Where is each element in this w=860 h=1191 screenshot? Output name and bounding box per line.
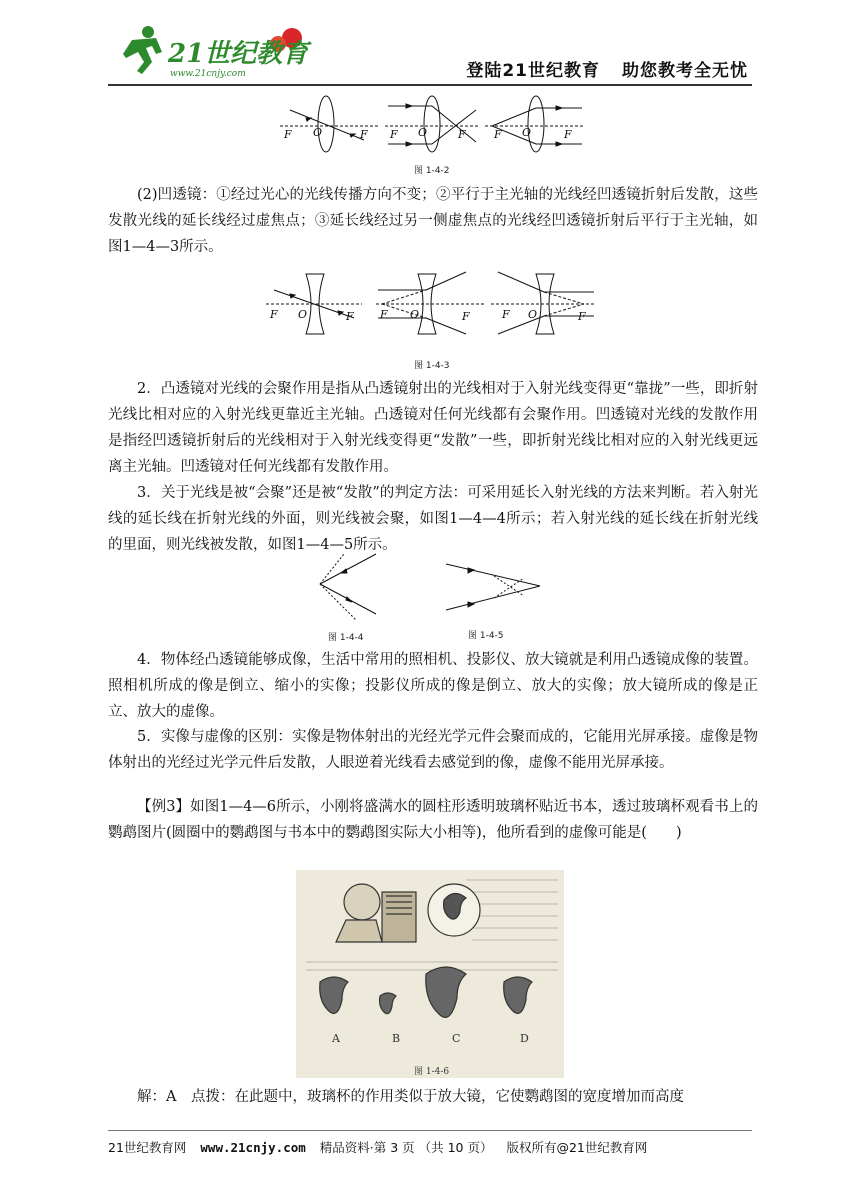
footer-site: 21世纪教育网 xyxy=(108,1140,187,1155)
focus-label: F xyxy=(360,128,368,141)
figure-1-4-5 xyxy=(444,558,544,622)
figure-1-4-6-photo xyxy=(296,870,564,1078)
figure-1-4-2 xyxy=(280,92,590,158)
parrot-option-d xyxy=(504,977,532,1014)
focus-label: F xyxy=(270,308,278,321)
center-label: O xyxy=(418,126,428,139)
parrot-option-b xyxy=(380,993,396,1014)
figure-caption: 图 1-4-5 xyxy=(468,631,504,641)
option-label-c: C xyxy=(452,1032,461,1045)
paragraph-concave-lens: (2)凹透镜：①经过光心的光线传播方向不变；②平行于主光轴的光线经凹透镜折射后发散，这些发散光线的延长线经过虚焦点；③延长线经过另一侧虚焦点的光线经凹透镜折射后平行于主光轴，如图1—4—3所示。 xyxy=(108,187,758,255)
footer-url[interactable]: www.21cnjy.com xyxy=(200,1140,306,1155)
header-slogan xyxy=(466,56,748,81)
focus-label: F xyxy=(502,308,510,321)
focus-label: F xyxy=(284,128,292,141)
focus-label: F xyxy=(494,128,502,141)
paragraph-answer: 解：A 点拨：在此题中，玻璃杯的作用类似于放大镜，它使鹦鹉图的宽度增加而高度 xyxy=(137,1089,684,1105)
focus-label: F xyxy=(462,310,470,323)
footer-copyright: 版权所有@21世纪教育网 xyxy=(506,1140,648,1155)
figure-caption: 图 1-4-6 xyxy=(414,1067,450,1077)
center-label: O xyxy=(298,308,308,321)
boy-illustration xyxy=(336,884,416,942)
option-label-b: B xyxy=(392,1032,401,1045)
parrot-option-a xyxy=(320,977,348,1014)
focus-label: F xyxy=(390,128,398,141)
footer-page-info: 精品资料·第 3 页 （共 10 页） xyxy=(319,1140,493,1155)
center-label: O xyxy=(528,308,538,321)
focus-label: F xyxy=(564,128,572,141)
parrot-option-c xyxy=(426,967,466,1017)
slogan-right: 助您教考全无忧 xyxy=(622,61,748,81)
header-divider xyxy=(108,84,752,86)
footer-divider xyxy=(108,1130,752,1131)
paragraph-imaging: 4．物体经凸透镜能够成像，生活中常用的照相机、投影仪、放大镜就是利用凸透镜成像的装置。照相机所成的像是倒立、缩小的实像；投影仪所成的像是倒立、放大的实像；放大镜所成的像是正立、放大的虚像。 xyxy=(108,652,758,720)
option-label-d: D xyxy=(520,1032,529,1045)
option-label-a: A xyxy=(332,1032,340,1045)
focus-label: F xyxy=(458,128,466,141)
paragraph-real-virtual: 5．实像与虚像的区别：实像是物体射出的光经光学元件会聚而成的，它能用光屏承接。虚像是物体射出的光经过光学元件后发散，人眼逆着光线看去感觉到的像，虚像不能用光屏承接。 xyxy=(108,729,758,771)
figure-caption: 图 1-4-4 xyxy=(328,633,364,643)
figure-caption: 图 1-4-2 xyxy=(414,166,450,176)
site-logo xyxy=(112,18,312,82)
paragraph-example-3: 【例3】如图1—4—6所示，小刚将盛满水的圆柱形透明玻璃杯贴近书本，透过玻璃杯观看书上的鹦鹉图片(圆圈中的鹦鹉图与书本中的鹦鹉图实际大小相等)，他所看到的虚像可能是( ) xyxy=(108,799,758,841)
center-label: O xyxy=(410,308,420,321)
figure-1-4-3 xyxy=(266,268,596,340)
logo-text: 21世纪教育 xyxy=(168,39,309,69)
figure-caption: 图 1-4-3 xyxy=(414,361,450,371)
runner-icon xyxy=(123,26,162,74)
paragraph-convergence: 2．凸透镜对光线的会聚作用是指从凸透镜射出的光线相对于入射光线变得更“靠拢”一些，即折射光线比相对应的入射光线更靠近主光轴。凸透镜对任何光线都有会聚作用。凹透镜对光线的发散作用是指经凹透镜折射后的光线相对于入射光线变得更“发散”一些，即折射光线比相对应的入射光线更远离主光轴。凹透镜对任何光线都有发散作用。 xyxy=(108,381,758,475)
focus-label: F xyxy=(578,310,586,323)
page-footer xyxy=(108,1138,758,1156)
slogan-left: 登陆21世纪教育 xyxy=(466,61,600,81)
center-label: O xyxy=(313,126,323,139)
focus-label: F xyxy=(346,310,354,323)
center-label: O xyxy=(522,126,532,139)
logo-url: www.21cnjy.com xyxy=(170,69,246,79)
focus-label: F xyxy=(380,308,388,321)
figure-1-4-4 xyxy=(316,550,386,626)
paragraph-judgement: 3．关于光线是被“会聚”还是被“发散”的判定方法：可采用延长入射光线的方法来判断。若入射光线的延长线在折射光线的外面，则光线被会聚，如图1—4—4所示；若入射光线的延长线在折射光线的里面，则光线被发散，如图1—4—5所示。 xyxy=(108,485,758,553)
